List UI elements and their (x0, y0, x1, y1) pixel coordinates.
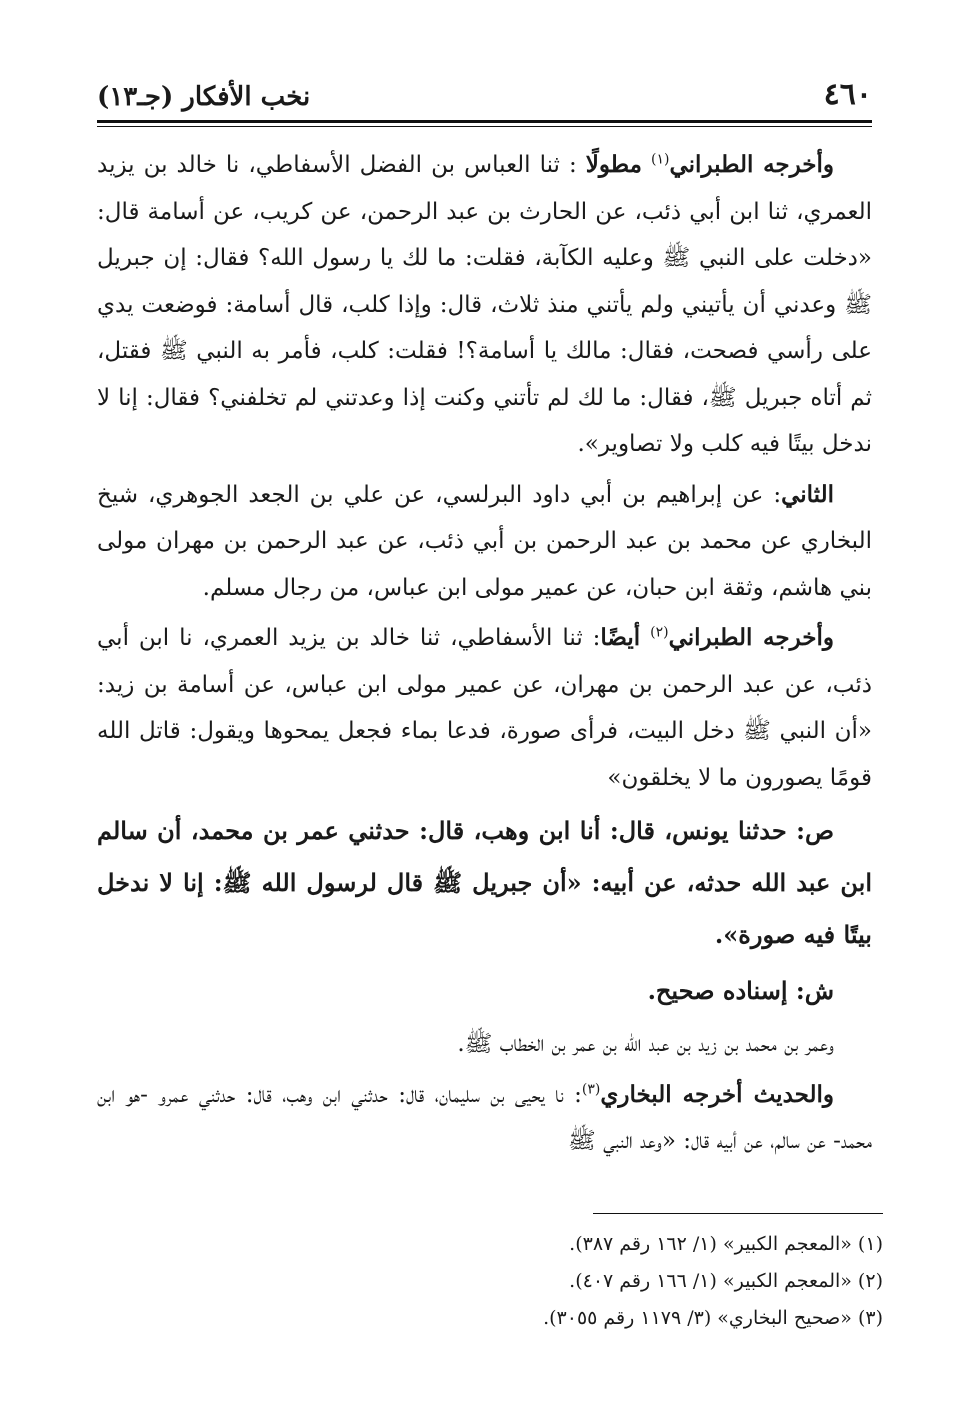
footnote-ref: (٣) (581, 1080, 601, 1097)
para-lead: وأخرجه الطبراني (669, 151, 835, 178)
footnote-ref: (١) (651, 151, 670, 168)
para-lead: الثاني (781, 480, 834, 508)
para-lead: والحديث أخرجه البخاري (600, 1080, 834, 1108)
para-text: : ثنا العباس بن الفضل الأسفاطي، نا خالد بن يزيد العمري، ثنا ابن أبي ذئب، عن الحارث بن عبد الرحمن، عن كريب، عن أسامة قال: «دخلت على النبي ﷺ وعليه الكآبة، فقلت: ما لك يا رسول الله؟ فقال: إن جبريل ﷺ وعدني أن يأتيني ولم يأتني منذ ثلاث، قال: وإذا كلب، قال أسامة: فوضعت يدي على رأسي فصحت، فقال: مالك يا أسامة؟! فقلت: كلب، فأمر به النبي ﷺ فقتل، ثم أتاه جبريل ﷺ، فقال: ما لك لم تأتني وكنت إذا وعدتني لم تخلفني؟ فقال: إنا لا ندخل بيتًا فيه كلب ولا تصاوير». (97, 152, 872, 457)
footnotes (383, 1226, 883, 1337)
paragraph-matn (97, 805, 872, 961)
paragraph-bukhari (97, 1072, 872, 1165)
running-title: نخب الأفكار (جـ١٣) (97, 82, 311, 112)
para-text: وعمر بن محمد بن زيد بن عبد الله بن عمر بن الخطاب ﷺ. (457, 1031, 834, 1057)
header-rule (97, 120, 872, 123)
para-lead-qualifier: مطولًا (585, 151, 642, 178)
paragraph-tabarani-long (97, 142, 872, 468)
main-text (97, 142, 872, 1169)
paragraph-second-chain (97, 472, 872, 612)
footnote-1: (١) «المعجم الكبير» (١/ ١٦٢ رقم ٣٨٧). (569, 1233, 883, 1255)
paragraph-tabarani-also (97, 615, 872, 801)
header-rule-thin (97, 126, 872, 127)
para-text: : نا يحيى بن سليمان، قال: حدثني ابن وهب، قال: حدثني عمرو -هو ابن محمد- عن سالم، عن أبيه قال: «وعد النبي ﷺ (97, 1081, 872, 1154)
para-text: ص: حدثنا يونس، قال: أنا ابن وهب، قال: حدثني عمر بن محمد، أن سالم ابن عبد الله حدثه، عن أبيه: «أن جبريل ﷺ قال لرسول الله ﷺ: إنا لا ندخل بيتًا فيه صورة». (97, 816, 872, 949)
para-text: : ثنا الأسفاطي، ثنا خالد بن يزيد العمري، نا ابن أبي ذئب، عن عبد الرحمن بن مهران، عن عمير مولى ابن عباس، عن أسامة بن زيد: «أن النبي ﷺ دخل البيت، فرأى صورة، فدعا بماء فجعل يمحوها ويقول: قاتل الله قومًا يصورون ما لا يخلقون» (97, 625, 872, 791)
para-text: : عن إبراهيم بن أبي داود البرلسي، عن علي بن الجعد الجوهري، شيخ البخاري عن محمد بن عبد الرحمن بن أبي ذئب، عن عبد الرحمن بن مهران مولى بني هاشم، وثقة ابن حبان، عن عمير مولى ابن عباس، من رجال مسلم. (97, 481, 872, 601)
paragraph-narrator-note (97, 1021, 872, 1068)
para-lead-qualifier: أيضًا (600, 624, 641, 651)
paragraph-sharh (97, 965, 872, 1017)
page-header (97, 72, 872, 112)
footnote-3: (٣) «صحيح البخاري» (٣/ ١١٧٩ رقم ٣٠٥٥). (543, 1307, 883, 1329)
footnote-2: (٢) «المعجم الكبير» (١/ ١٦٦ رقم ٤٠٧). (569, 1270, 883, 1292)
para-lead: وأخرجه الطبراني (668, 624, 834, 651)
footnote-separator (593, 1213, 883, 1214)
footnote-ref: (٢) (650, 624, 669, 641)
para-text: ش: إسناده صحيح. (647, 976, 834, 1005)
page-number: ٤٦٠ (823, 77, 872, 112)
